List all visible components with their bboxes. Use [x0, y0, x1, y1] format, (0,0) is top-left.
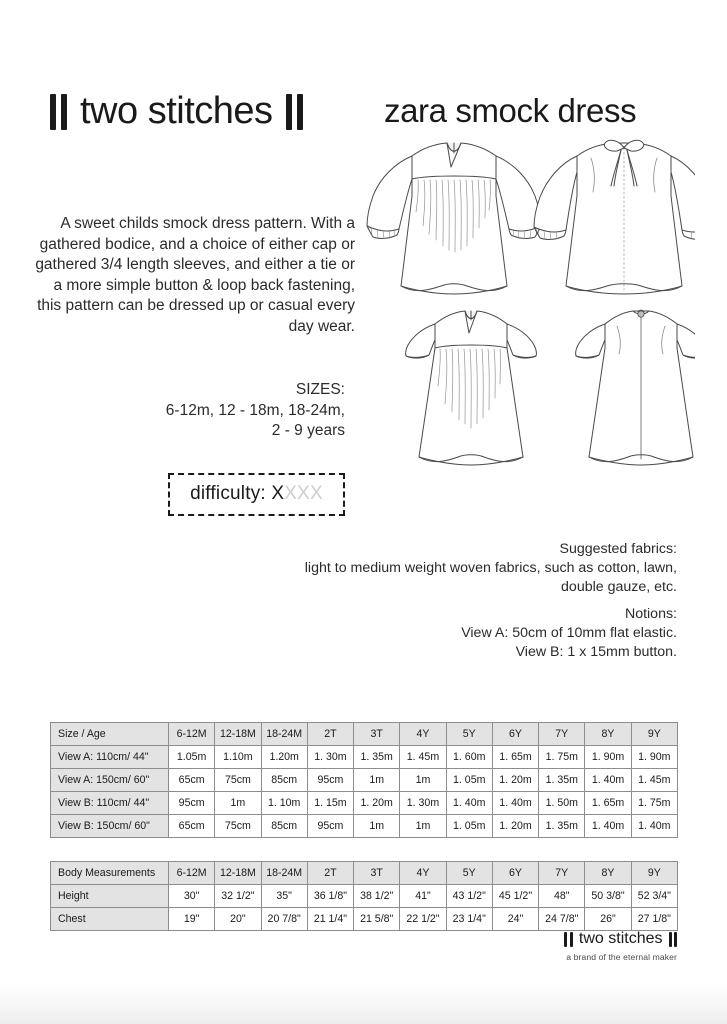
- technical-drawings: [355, 134, 695, 474]
- table-cell: 1. 40m: [492, 792, 538, 815]
- table-column-header: 2T: [307, 862, 353, 885]
- illustration-view-b-back: [576, 310, 695, 465]
- fabric-requirements-table: [50, 722, 678, 838]
- table-row: [51, 908, 678, 931]
- table-cell: 1. 20m: [492, 769, 538, 792]
- table-cell: 27 1/8": [631, 908, 677, 931]
- table-column-header: 4Y: [400, 723, 446, 746]
- table-cell: 20 7/8": [261, 908, 307, 931]
- illustration-view-b-front: [406, 311, 537, 465]
- table-cell: 1. 75m: [539, 746, 585, 769]
- table-cell: 1. 10m: [261, 792, 307, 815]
- sizes-block: [75, 380, 345, 442]
- table-cell: 1. 40m: [446, 792, 492, 815]
- table-cell: 32 1/2": [215, 885, 261, 908]
- table-cell: 1. 20m: [492, 815, 538, 838]
- table-row: [51, 815, 678, 838]
- table-cell: 26": [585, 908, 631, 931]
- table-column-header: 3T: [354, 723, 400, 746]
- table-row-header: Chest: [51, 908, 169, 931]
- difficulty-marks: [271, 483, 323, 504]
- footer-logo: [564, 930, 677, 948]
- table-column-header: 5Y: [446, 862, 492, 885]
- table-column-header: 18-24M: [261, 723, 307, 746]
- difficulty-mark-3: X: [297, 482, 310, 504]
- table-cell: 24 7/8": [539, 908, 585, 931]
- table-cell: 1. 90m: [585, 746, 631, 769]
- table-cell: 1. 35m: [539, 815, 585, 838]
- difficulty-label: difficulty:: [190, 482, 266, 504]
- table-cell: 30": [169, 885, 215, 908]
- table-cell: 1m: [215, 792, 261, 815]
- table-column-header: 6Y: [492, 723, 538, 746]
- table-cell: 20": [215, 908, 261, 931]
- notions-line-1: View A: 50cm of 10mm flat elastic.: [461, 625, 677, 641]
- page-title: zara smock dress: [384, 92, 637, 129]
- table-column-header: 18-24M: [261, 862, 307, 885]
- footer-brand: [564, 930, 677, 962]
- table-row-header: Height: [51, 885, 169, 908]
- table-cell: 48": [539, 885, 585, 908]
- table-header-row: [51, 723, 678, 746]
- table-cell: 1m: [354, 815, 400, 838]
- table-row-header: View A: 150cm/ 60": [51, 769, 169, 792]
- table-cell: 1. 15m: [307, 792, 353, 815]
- table-column-header: 7Y: [539, 723, 585, 746]
- table-column-header: 9Y: [631, 862, 677, 885]
- table-cell: 1. 45m: [631, 769, 677, 792]
- notions-heading: Notions:: [624, 606, 677, 622]
- brand-logo: [50, 90, 303, 133]
- table-cell: 75cm: [215, 815, 261, 838]
- table-cell: 1.10m: [215, 746, 261, 769]
- difficulty-mark-1: X: [271, 482, 285, 504]
- table-cell: 35": [261, 885, 307, 908]
- sizes-line-2: 2 - 9 years: [271, 422, 345, 439]
- table-column-header: 5Y: [446, 723, 492, 746]
- table-column-header: 6-12M: [169, 723, 215, 746]
- table-cell: 1m: [400, 815, 446, 838]
- table-cell: 1. 35m: [354, 746, 400, 769]
- table-cell: 21 5/8": [354, 908, 400, 931]
- illustration-view-a-back: [534, 140, 695, 294]
- table-cell: 95cm: [307, 815, 353, 838]
- table-cell: 36 1/8": [307, 885, 353, 908]
- table-row: [51, 792, 678, 815]
- table-cell: 65cm: [169, 815, 215, 838]
- table-cell: 1. 65m: [492, 746, 538, 769]
- notions-block: [300, 605, 677, 662]
- difficulty-mark-4: X: [310, 482, 323, 504]
- table-cell: 24": [492, 908, 538, 931]
- logo-stitch-bars-left: [50, 94, 67, 130]
- button-icon: [638, 311, 644, 317]
- table-cell: 1.20m: [261, 746, 307, 769]
- fabric-requirements-table-wrapper: [50, 722, 678, 838]
- footer-brand-name: two stitches: [578, 930, 663, 947]
- table-cell: 1.05m: [169, 746, 215, 769]
- table-column-header: 8Y: [585, 723, 631, 746]
- table-cell: 1. 45m: [400, 746, 446, 769]
- table-column-header: 8Y: [585, 862, 631, 885]
- table-row-header: View A: 110cm/ 44": [51, 746, 169, 769]
- table-cell: 65cm: [169, 769, 215, 792]
- table-cell: 23 1/4": [446, 908, 492, 931]
- table-cell: 41": [400, 885, 446, 908]
- table-corner-header: Size / Age: [51, 723, 169, 746]
- table-row-header: View B: 110cm/ 44": [51, 792, 169, 815]
- table-column-header: 6Y: [492, 862, 538, 885]
- table-cell: 45 1/2": [492, 885, 538, 908]
- table-cell: 85cm: [261, 815, 307, 838]
- table-column-header: 9Y: [631, 723, 677, 746]
- table-cell: 1. 60m: [446, 746, 492, 769]
- body-measurements-table-wrapper: [50, 861, 678, 931]
- table-cell: 1. 90m: [631, 746, 677, 769]
- page-bottom-shadow: [0, 982, 727, 1024]
- logo-stitch-bars-right: [286, 94, 303, 130]
- table-cell: 1. 35m: [539, 769, 585, 792]
- footer-tagline: a brand of the eternal maker: [566, 952, 677, 962]
- table-header-row: [51, 862, 678, 885]
- table-column-header: 12-18M: [215, 862, 261, 885]
- table-cell: 22 1/2": [400, 908, 446, 931]
- table-cell: 21 1/4": [307, 908, 353, 931]
- table-column-header: 7Y: [539, 862, 585, 885]
- body-measurements-table: [50, 861, 678, 931]
- table-corner-header: Body Measurements: [51, 862, 169, 885]
- footer-stitch-bars-left: [564, 932, 573, 947]
- table-cell: 1. 50m: [539, 792, 585, 815]
- suggested-fabrics-block: [220, 540, 677, 597]
- table-cell: 95cm: [169, 792, 215, 815]
- table-row: [51, 769, 678, 792]
- table-cell: 50 3/8": [585, 885, 631, 908]
- brand-name: two stitches: [80, 90, 273, 132]
- table-cell: 1. 75m: [631, 792, 677, 815]
- table-row-header: View B: 150cm/ 60": [51, 815, 169, 838]
- table-cell: 1. 30m: [400, 792, 446, 815]
- pattern-description: A sweet childs smock dress pattern. With a gathered bodice, and a choice of either cap or gathered 3/4 length sleeves, and either a tie or a more simple button & loop back fastening, this pattern can be dressed up or casual every day wear.: [35, 215, 355, 335]
- table-cell: 52 3/4": [631, 885, 677, 908]
- suggested-fabrics-line-1: light to medium weight woven fabrics, such as cotton, lawn,: [304, 560, 677, 576]
- sizes-label: SIZES:: [295, 381, 345, 398]
- difficulty-badge: [168, 473, 345, 516]
- table-cell: 95cm: [307, 769, 353, 792]
- sizes-line-1: 6-12m, 12 - 18m, 18-24m,: [165, 401, 345, 419]
- table-cell: 1. 05m: [446, 769, 492, 792]
- table-cell: 43 1/2": [446, 885, 492, 908]
- table-cell: 1. 05m: [446, 815, 492, 838]
- table-cell: 1. 30m: [307, 746, 353, 769]
- difficulty-mark-2: X: [284, 482, 298, 504]
- illustration-view-a-front: [367, 143, 541, 294]
- table-row: [51, 885, 678, 908]
- table-cell: 85cm: [261, 769, 307, 792]
- table-row: [51, 746, 678, 769]
- table-column-header: 12-18M: [215, 723, 261, 746]
- notions-line-2: View B: 1 x 15mm button.: [515, 644, 677, 660]
- suggested-fabrics-heading: Suggested fabrics:: [559, 541, 677, 557]
- table-cell: 1m: [400, 769, 446, 792]
- table-cell: 1. 40m: [631, 815, 677, 838]
- suggested-fabrics-line-2: double gauze, etc.: [561, 579, 677, 595]
- table-cell: 75cm: [215, 769, 261, 792]
- table-cell: 1. 65m: [585, 792, 631, 815]
- table-cell: 1. 20m: [354, 792, 400, 815]
- table-column-header: 3T: [354, 862, 400, 885]
- difficulty-text: [190, 483, 323, 505]
- table-cell: 19": [169, 908, 215, 931]
- table-cell: 1. 40m: [585, 769, 631, 792]
- footer-stitch-bars-right: [669, 932, 678, 947]
- table-column-header: 6-12M: [169, 862, 215, 885]
- table-cell: 38 1/2": [354, 885, 400, 908]
- table-cell: 1. 40m: [585, 815, 631, 838]
- table-column-header: 4Y: [400, 862, 446, 885]
- table-column-header: 2T: [307, 723, 353, 746]
- table-cell: 1m: [354, 769, 400, 792]
